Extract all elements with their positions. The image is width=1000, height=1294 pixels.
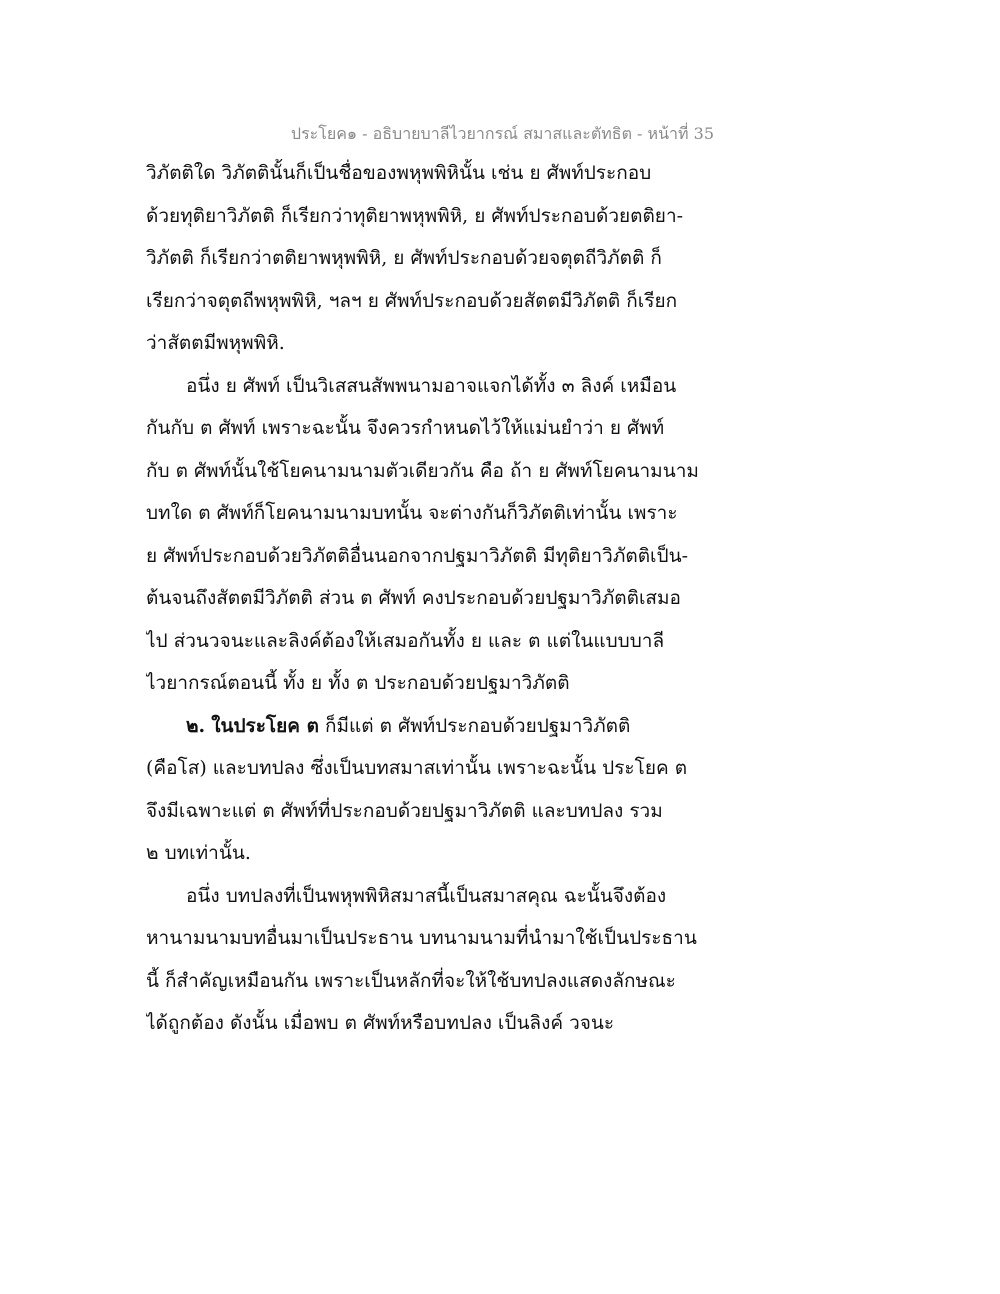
text-line: บทใด ต ศัพท์ก็โยคนามนามบทนั้น จะต่างกันก็วิภัตติเท่านั้น เพราะ [146,502,678,524]
section-text: ก็มีแต่ ต ศัพท์ประกอบด้วยปฐมาวิภัตติ [324,714,631,737]
paragraph-last [146,875,706,1045]
text-line: ได้ถูกต้อง ดังนั้น เมื่อพบ ต ศัพท์หรือบทปลง เป็นลิงค์ วจนะ [146,1012,615,1034]
section-2-first-line [146,705,706,748]
text-line: ด้วยทุติยาวิภัตติ ก็เรียกว่าทุติยาพหุพพิหิ, ย ศัพท์ประกอบด้วยตติยา- [146,204,684,227]
text-line: วิภัตติใด วิภัตตินั้นก็เป็นชื่อของพหุพพิหินั้น เช่น ย ศัพท์ประกอบ [146,162,652,184]
paragraph-2 [146,365,706,705]
text-line: ๒ บทเท่านั้น. [146,842,251,864]
text-line: ว่าสัตตมีพหุพพิหิ. [146,332,285,354]
text-line: จึงมีเฉพาะแต่ ต ศัพท์ที่ประกอบด้วยปฐมาวิภัตติ และบทปลง รวม [146,799,663,822]
text-line: อนึ่ง ย ศัพท์ เป็นวิเสสนสัพพนามอาจแจกได้ทั้ง ๓ ลิงค์ เหมือน [186,374,677,397]
text-line: ต้นจนถึงสัตตมีวิภัตติ ส่วน ต ศัพท์ คงประกอบด้วยปฐมาวิภัตติเสมอ [146,587,681,609]
text-line: วิภัตติ ก็เรียกว่าตติยาพหุพพิหิ, ย ศัพท์ประกอบด้วยจตุตถีวิภัตติ ก็ [146,247,662,269]
text-line: เรียกว่าจตุตถีพหุพพิหิ, ฯลฯ ย ศัพท์ประกอบด้วยสัตตมีวิภัตติ ก็เรียก [146,289,678,312]
text-line: ย ศัพท์ประกอบด้วยวิภัตติอื่นนอกจากปฐมาวิภัตติ มีทุติยาวิภัตติเป็น- [146,544,689,567]
section-number: ๒. [186,714,206,737]
text-line: กันกับ ต ศัพท์ เพราะฉะนั้น จึงควรกำหนดไว้ให้แม่นยำว่า ย ศัพท์ [146,417,665,439]
page-body [146,152,706,1045]
text-line: ไป ส่วนวจนะและลิงค์ต้องให้เสมอกันทั้ง ย และ ต แต่ในแบบบาลี [146,629,665,652]
text-line: ไวยากรณ์ตอนนี้ ทั้ง ย ทั้ง ต ประกอบด้วยปฐมาวิภัตติ [146,672,570,694]
text-line: (คือโส) และบทปลง ซึ่งเป็นบทสมาสเท่านั้น เพราะฉะนั้น ประโยค ต [146,757,688,779]
text-line: นี้ ก็สำคัญเหมือนกัน เพราะเป็นหลักที่จะให้ใช้บทปลงแสดงลักษณะ [146,969,676,992]
page-header: ประโยค๑ - อธิบายบาลีไวยากรณ์ สมาสและตัทธิต - หน้าที่ 35 [290,124,714,143]
section-2 [146,705,706,875]
text-line: กับ ต ศัพท์นั้นใช้โยคนามนามตัวเดียวกัน คือ ถ้า ย ศัพท์โยคนามนาม [146,459,699,482]
section-heading: ในประโยค ต [211,714,319,737]
paragraph-1 [146,152,706,365]
text-line: หานามนามบทอื่นมาเป็นประธาน บทนามนามที่นำมาใช้เป็นประธาน [146,927,697,949]
text-line: อนึ่ง บทปลงที่เป็นพหุพพิหิสมาสนี้เป็นสมาสคุณ ฉะนั้นจึงต้อง [186,884,667,907]
